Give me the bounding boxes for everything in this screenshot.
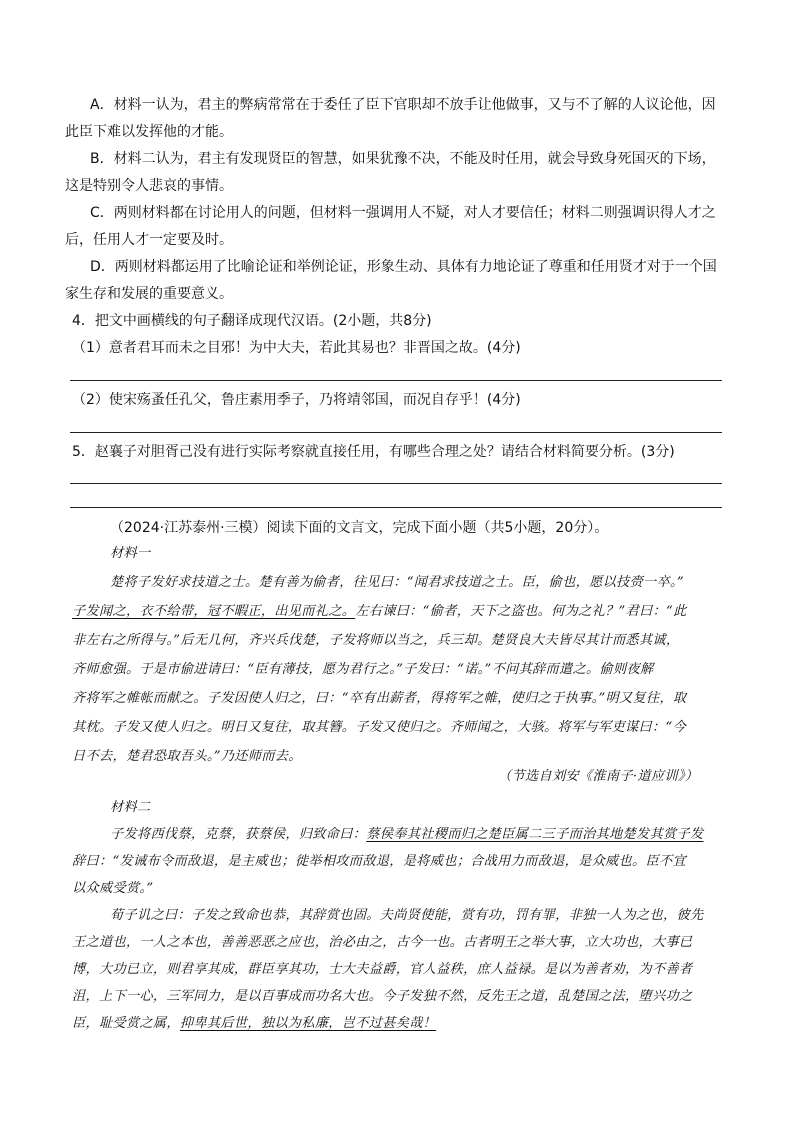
answer-line-5-1[interactable] — [70, 483, 722, 484]
material-1-line3: 非左右之所得与。”后无几何，齐兴兵伐楚，子发将师以当之，兵三却。楚贤良大夫皆尽其计而悉其诚， — [72, 633, 680, 648]
answer-line-4-1[interactable] — [70, 380, 722, 381]
section-heading: （2024·江苏泰州·三模）阅读下面的文言文，完成下面小题（共5小题，20分）。 — [110, 520, 609, 536]
option-a-line2: 此臣下难以发挥他的才能。 — [65, 124, 233, 140]
option-c-line2: 后，任用人才一定要及时。 — [65, 232, 233, 248]
material-2-line2 — [72, 852, 686, 872]
material-2-line8-start: 臣，耻受赏之属， — [72, 1016, 180, 1031]
option-b-line2: 这是特别令人悲哀的事情。 — [65, 178, 233, 194]
question-4-sub1: （1）意者君耳而未之目邪！为中大夫，若此其易也？非晋国之故。(4分) — [72, 340, 521, 356]
material-1-underlined-sentence: 子发闻之，衣不给带，冠不暇正，出见而礼之。 — [72, 604, 356, 619]
material-2-line6: 博，大功已立，则君享其成，群臣享其功，士大夫益爵，官人益秩，庶人益禄。是以为善者劝，为不善者 — [72, 962, 693, 977]
material-1-line4: 齐师愈强。于是市偷进请曰：“臣有薄技，愿为君行之。”子发曰：“诺。”不问其辞而遣之。偷则夜解 — [72, 662, 654, 677]
question-5-title: 5．赵襄子对胆胥己没有进行实际考察就直接任用，有哪些合理之处？请结合材料简要分析。(3分) — [72, 444, 675, 460]
material-2-line4: 荀子讥之曰：子发之致命也恭，其辞赏也固。夫尚贤使能，赏有功，罚有罪，非独一人为之也，彼先 — [110, 908, 704, 923]
option-d-line1: D．两则材料都运用了比喻论证和举例论证，形象生动、具体有力地论证了尊重和任用贤才对于一个国 — [90, 259, 717, 275]
material-1-source: （节选自刘安《淮南子·道应训》） — [498, 769, 699, 784]
material-1-line2-rest: 左右谏曰：“偷者，天下之盗也。何为之礼？”君曰：“此 — [355, 604, 687, 619]
material-1-label: 材料一 — [110, 546, 151, 561]
option-c-line1: C．两则材料都在讨论用人的问题，但材料一强调用人不疑，对人才要信任；材料二则强调识得人才之 — [90, 205, 716, 221]
question-4-title: 4．把文中画横线的句子翻译成现代汉语。(2小题，共8分) — [72, 313, 432, 329]
material-2-line2-start: 辞曰： — [72, 854, 113, 869]
material-1-line2 — [72, 602, 687, 622]
material-2-line3: 以众威受赏。” — [72, 881, 154, 896]
material-2-underlined-sentence: 蔡侯奉其社稷而归之楚臣属二三子而治其地楚发其赏子发 — [366, 827, 704, 842]
answer-line-4-2[interactable] — [70, 432, 722, 433]
material-2-line8 — [72, 1014, 436, 1034]
material-2-line2-rest: “发诫布令而敌退，是主威也；徙举相攻而敌退，是将威也；合战用力而敌退，是众威也。臣不宜 — [112, 854, 686, 869]
material-2-line5: 王之道也，一人之本也，善善恶恶之应也，治必由之，古今一也。古者明王之举大事，立大功也，大事已 — [72, 935, 693, 950]
question-4-sub2: （2）使宋殇蚤任孔父，鲁庄素用季子，乃将靖邻国，而况自存乎！(4分) — [72, 392, 521, 408]
material-1-line6: 其枕。子发又使人归之。明日又复往，取其簪。子发又使归之。齐师闻之，大骇。将军与军吏谋曰：“今 — [72, 720, 686, 735]
option-b-line1: B．材料二认为，君主有发现贤臣的智慧，如果犹豫不决，不能及时任用，就会导致身死国灭的下场， — [90, 151, 716, 167]
material-2-line1-start: 子发将西伐蔡，克蔡，获蔡侯，归致命曰： — [110, 827, 367, 842]
option-d-line2: 家生存和发展的重要意义。 — [65, 286, 233, 302]
material-2-underlined-ending: 抑卑其后世，独以为私廉，岂不过甚矣哉！ — [179, 1016, 437, 1031]
option-a-line1: A．材料一认为，君主的弊病常常在于委任了臣下官职却不放手让他做事，又与不了解的人议论他，因 — [90, 97, 716, 113]
material-1-line7: 日不去，楚君恐取吾头。”乃还师而去。 — [72, 749, 302, 764]
material-1-line1: 楚将子发好求技道之士。楚有善为偷者，往见曰：“闻君求技道之士。臣，偷也，愿以技赍一卒。” — [110, 575, 684, 590]
answer-line-5-2[interactable] — [70, 507, 722, 508]
material-2-label: 材料二 — [110, 800, 151, 815]
material-1-line5: 齐将军之帷帐而献之。子发因使人归之，曰：“卒有出薪者，得将军之帷，使归之于执事。”明又复往，取 — [72, 691, 687, 706]
material-2-line7: 沮，上下一心，三军同力，是以百事成而功名大也。今子发独不然，反先王之道，乱楚国之法，堕兴功之 — [72, 989, 693, 1004]
material-2-line1 — [110, 825, 703, 845]
